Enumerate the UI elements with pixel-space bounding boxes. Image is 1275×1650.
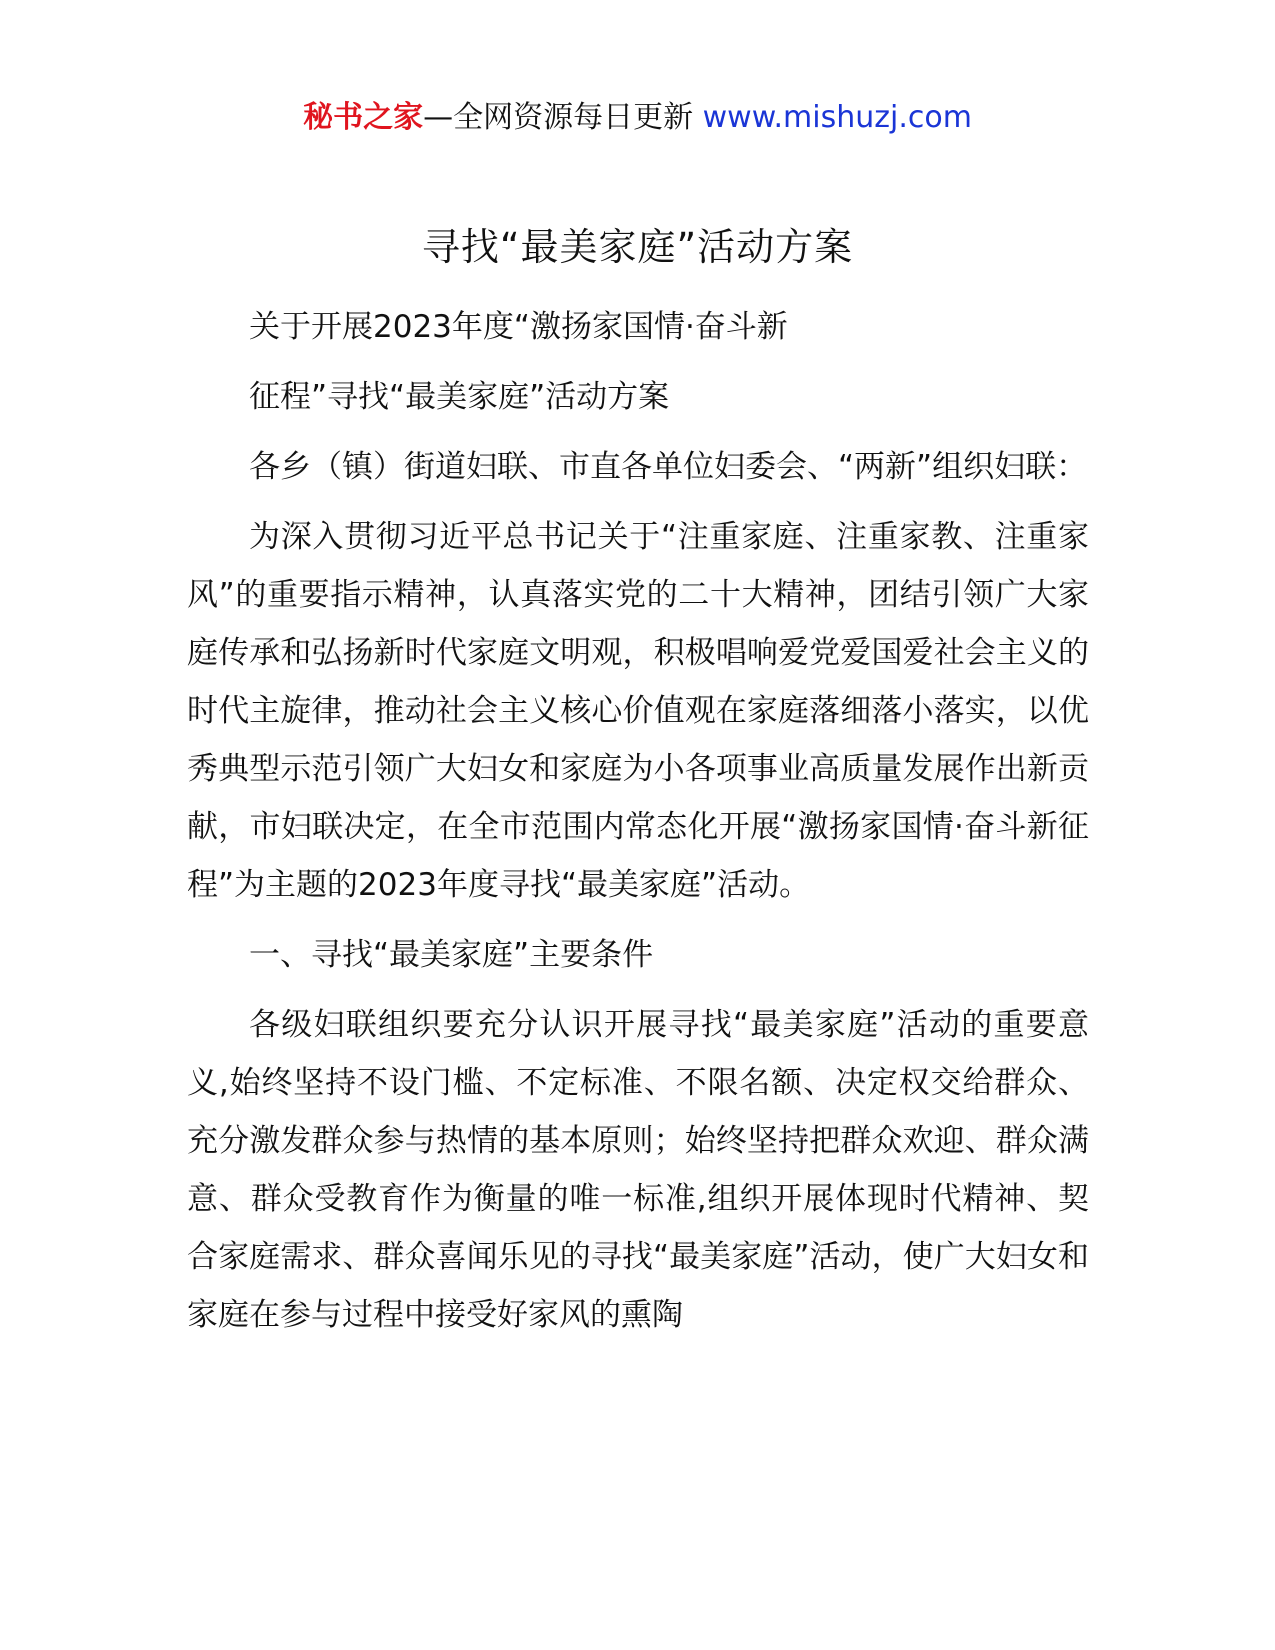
subtitle-line-1: 关于开展2023年度“激扬家国情·奋斗新 (249, 309, 788, 345)
subtitle-line-2: 征程”寻找“最美家庭”活动方案 (249, 379, 670, 415)
header-tagline: —全网资源每日更新 (423, 100, 703, 135)
document-title: 寻找“最美家庭”活动方案 (421, 225, 854, 269)
site-header (0, 98, 1275, 138)
salutation: 各乡（镇）街道妇联、市直各单位妇委会、“两新”组织妇联： (249, 449, 1088, 485)
paragraph-1: 为深入贯彻习近平总书记关于“注重家庭、注重家教、注重家风”的重要指示精神，认真落实党的二十大精神，团结引领广大家庭传承和弘扬新时代家庭文明观，积极唱响爱党爱国爱社会主义的时代主旋律，推动社会主义核心价值观在家庭落细落小落实，以优秀典型示范引领广大妇女和家庭为小各项事业高质量发展作出新贡献，市妇联决定，在全市范围内常态化开展“激扬家国情·奋斗新征程”为主题的2023年度寻找“最美家庭”活动。 (187, 519, 1089, 903)
paragraph-2: 各级妇联组织要充分认识开展寻找“最美家庭”活动的重要意义,始终坚持不设门槛、不定标准、不限名额、决定权交给群众、充分激发群众参与热情的基本原则；始终坚持把群众欢迎、群众满意、群众受教育作为衡量的唯一标准,组织开展体现时代精神、契合家庭需求、群众喜闻乐见的寻找“最美家庭”活动，使广大妇女和家庭在参与过程中接受好家风的熏陶 (187, 1007, 1089, 1333)
section-1-heading: 一、寻找“最美家庭”主要条件 (249, 937, 654, 973)
brand-name: 秘书之家 (303, 100, 424, 135)
document-body (187, 298, 1089, 1356)
site-link[interactable]: www.mishuzj.com (702, 100, 972, 135)
